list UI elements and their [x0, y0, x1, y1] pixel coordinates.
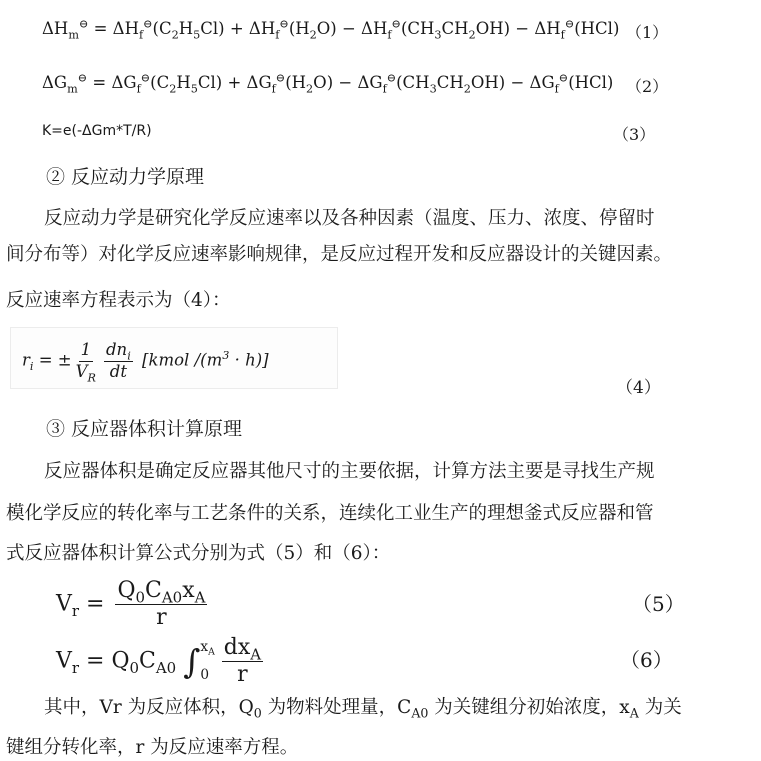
paragraph-kinetics-line-2: 间分布等）对化学反应速率影响规律，是反应过程开发和反应器设计的关键因素。 [6, 244, 673, 265]
paragraph-volume-line-1: 反应器体积是确定反应器其他尺寸的主要依据，计算方法主要是寻找生产规 [44, 461, 655, 482]
equation-3: K=e(-ΔGm*T/R) [42, 123, 152, 139]
section-heading-reactor-volume: ③ 反应器体积计算原理 [46, 418, 243, 440]
section-heading-kinetics: ② 反应动力学原理 [46, 166, 205, 188]
paragraph-volume-line-2: 模化学反应的转化率与工艺条件的关系，连续化工业生产的理想釜式反应器和管 [6, 503, 654, 524]
equation-5: $V_r$ = $\frac{Q_0C_{A0}x_A}{r}$ [56, 578, 206, 630]
equation-2: $\Delta G_m^⊖ = \Delta G_f^⊖(C_2H_5Cl) + \Delta G_f^⊖(H_2O) - \Delta G_f^⊖(CH_3CH_2OH) - \Delta G_f^⊖(HCl)$ [42, 71, 614, 96]
equation-1-number: （1） [626, 23, 669, 42]
paragraph-kinetics-line-3: 反应速率方程表示为（4）： [6, 290, 231, 311]
equation-4: $r_i$ = ± $\frac{1}{V_R}$ $\frac{dn_i}{dt}$ [kmol $/(m^3 \cdot h)$] [22, 340, 269, 384]
equation-5-number: （5） [632, 592, 685, 616]
equation-4-number: （4） [616, 378, 661, 398]
equation-2-number: （2） [626, 77, 669, 96]
equation-6-number: （6） [620, 648, 673, 672]
equation-1: $\Delta H_m^⊖ = \Delta H_f^⊖(C_2H_5Cl) + \Delta H_f^⊖(H_2O) - \Delta H_f^⊖(CH_3CH_2OH) - \Delta H_f^⊖(HCl)$ [42, 17, 620, 42]
paragraph-volume-line-3: 式反应器体积计算公式分别为式（5）和（6）： [6, 543, 391, 564]
paragraph-notation-line-1: 其中，Vr 为反应体积，$Q_0$ 为物料处理量，$C_{A0}$ 为关键组分初始浓度，$x_A$ 为关 [44, 697, 682, 721]
paragraph-kinetics-line-1: 反应动力学是研究化学反应速率以及各种因素（温度、压力、浓度、停留时 [44, 208, 655, 229]
equation-3-number: （3） [613, 125, 656, 144]
paragraph-notation-line-2: 键组分转化率，r 为反应速率方程。 [6, 737, 299, 758]
equation-6: $V_r = Q_0C_{A0}$ ∫ $x_A$ 0 $\frac{dx_A}{r}$ [56, 635, 262, 687]
